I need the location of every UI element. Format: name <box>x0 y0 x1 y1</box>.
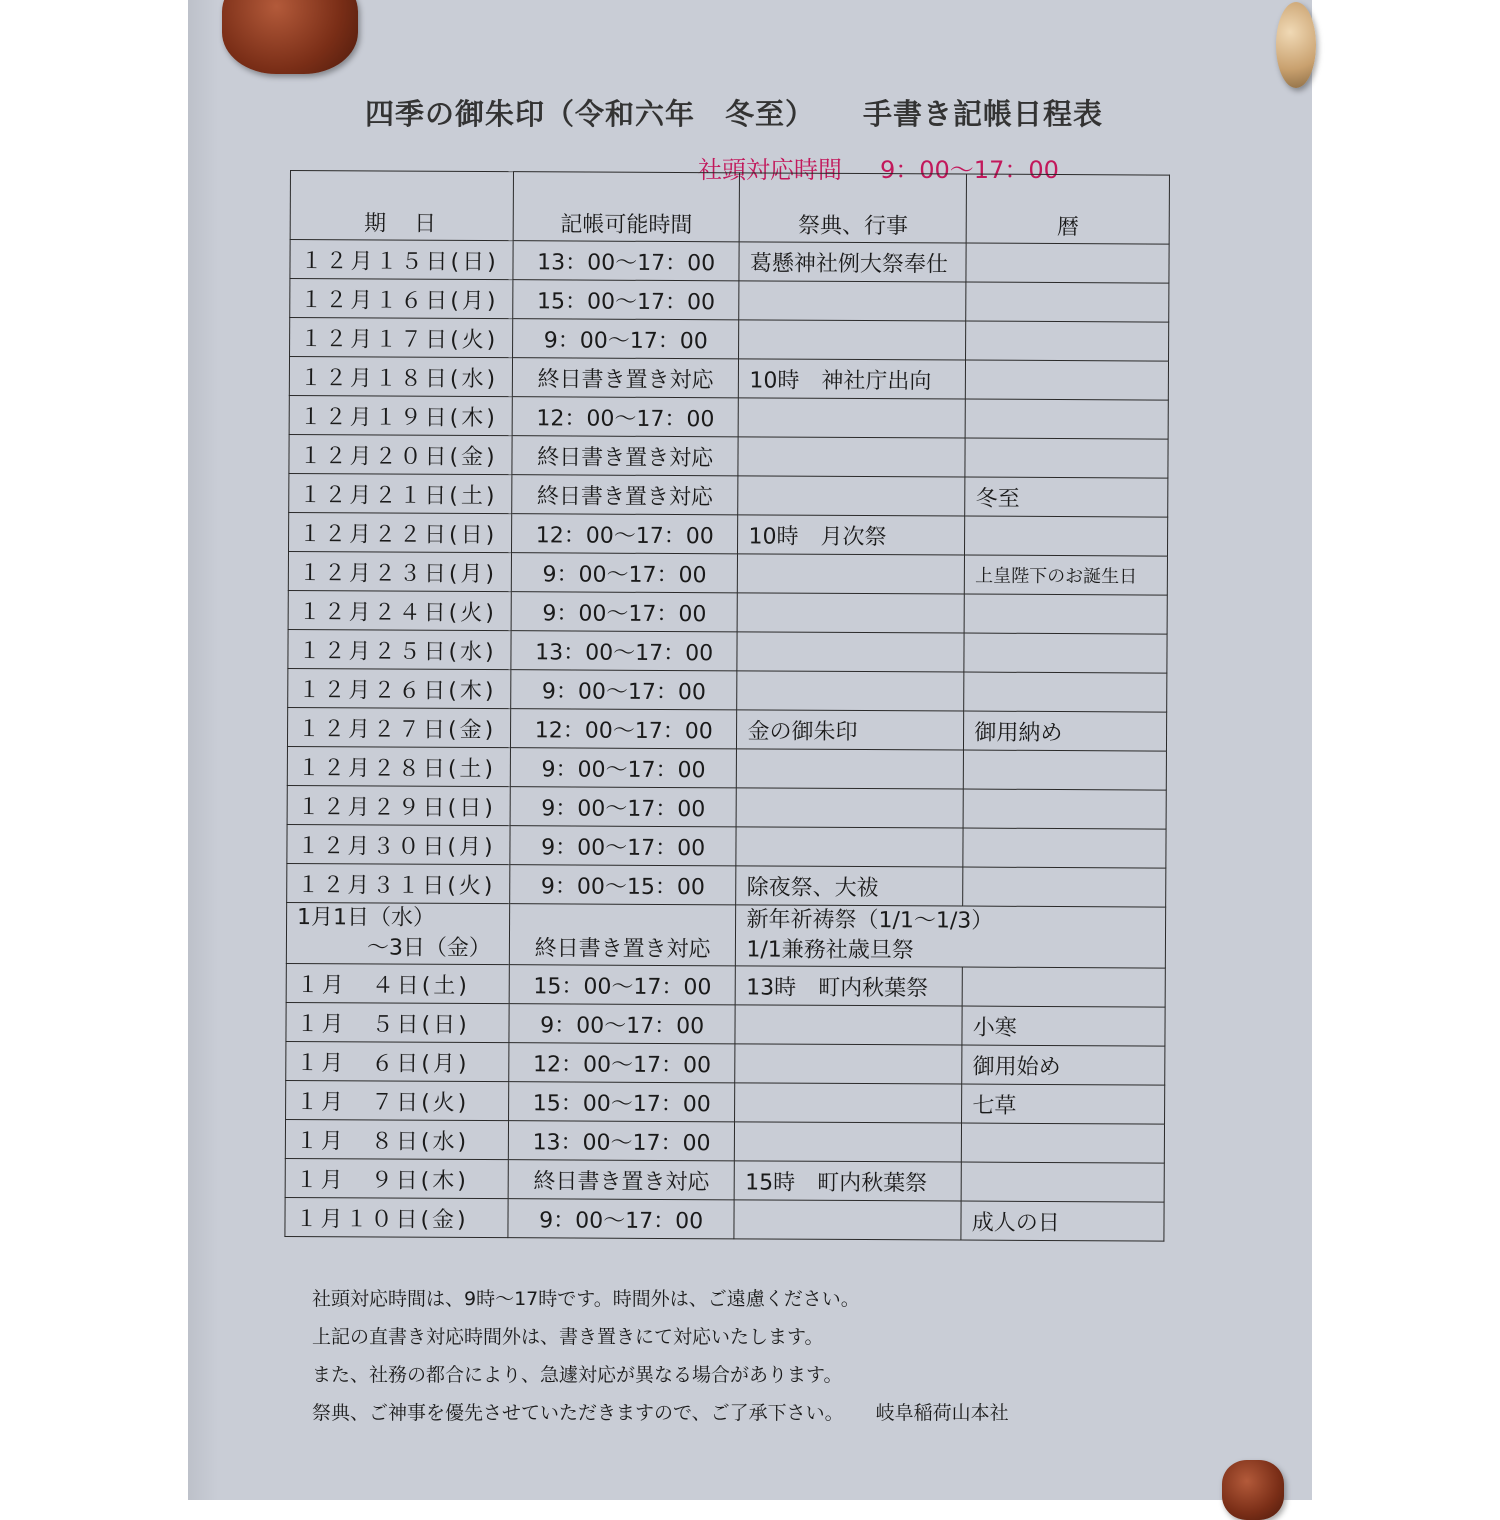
calendar-cell: 七草 <box>962 1084 1165 1124</box>
time-cell: 9：00～17：00 <box>510 826 737 866</box>
shrine-signature: 岐阜稲荷山本社 <box>875 1402 1009 1424</box>
calendar-cell <box>966 321 1169 361</box>
calendar-cell <box>966 243 1169 283</box>
event-line-1: 新年祈祷祭（1/1～1/3） <box>746 907 994 934</box>
table-row <box>286 1002 1165 1046</box>
calendar-cell <box>962 967 1165 1007</box>
table-row <box>289 473 1168 517</box>
date-cell: １２月２４日(火) <box>288 590 511 630</box>
event-cell <box>738 593 965 633</box>
time-cell: 終日書き置き対応 <box>512 358 739 398</box>
header-event: 祭典、行事 <box>740 173 967 243</box>
calendar-cell <box>963 828 1166 868</box>
calendar-cell: 御用納め <box>964 711 1167 751</box>
date-cell: １月 ９日(木) <box>285 1158 508 1198</box>
time-cell: 9：00～17：00 <box>510 748 737 788</box>
calendar-cell <box>963 789 1166 829</box>
event-cell <box>734 1200 961 1240</box>
date-cell: １２月１９日(木) <box>289 395 512 435</box>
note-line-4-text: 祭典、ご神事を優先させていただきますので、ご了承下さい。 <box>312 1402 844 1424</box>
date-cell: １２月１７日(火) <box>290 318 513 358</box>
date-cell: １月 ４日(土) <box>286 963 509 1003</box>
date-cell: １２月１８日(水) <box>289 357 512 397</box>
event-cell <box>739 281 966 321</box>
table-row <box>287 863 1166 907</box>
calendar-cell <box>966 360 1169 400</box>
event-cell <box>738 554 965 594</box>
date-cell: １２月２５日(水) <box>288 629 511 669</box>
date-cell: １２月３０日(月) <box>287 824 510 864</box>
time-cell: 9：00～15：00 <box>510 865 737 905</box>
date-cell: １月 ５日(日) <box>286 1002 509 1042</box>
event-cell <box>737 788 964 828</box>
date-cell: １２月２１日(土) <box>289 473 512 513</box>
schedule-rows-newyear <box>286 902 1165 968</box>
date-cell: １２月２８日(土) <box>287 746 510 786</box>
date-cell: １２月２６日(木) <box>288 668 511 708</box>
header-date: 期 日 <box>290 171 513 241</box>
title-main: 四季の御朱印（令和六年 冬至） <box>365 97 816 131</box>
calendar-cell <box>961 1162 1164 1202</box>
date-cell: １２月２９日(日) <box>287 785 510 825</box>
table-row <box>285 1119 1164 1163</box>
date-cell: １２月２０日(金) <box>289 434 512 474</box>
time-cell: 9：00～17：00 <box>511 670 738 710</box>
page-title <box>365 92 1103 133</box>
date-cell: １月１０日(金) <box>285 1197 508 1237</box>
calendar-cell <box>965 516 1168 556</box>
event-cell <box>735 1044 962 1084</box>
event-cell <box>739 398 966 438</box>
event-cell <box>736 827 963 867</box>
date-cell: １２月２２日(日) <box>289 512 512 552</box>
calendar-cell: 成人の日 <box>961 1201 1164 1241</box>
event-cell: 葛懸神社例大祭奉仕 <box>739 242 966 282</box>
date-cell <box>286 902 509 964</box>
table-row <box>287 785 1166 829</box>
notes <box>312 1280 1009 1432</box>
table-row <box>287 824 1166 868</box>
date-cell: １月 ８日(水) <box>285 1119 508 1159</box>
magnet-bottom-right <box>1222 1460 1284 1520</box>
date-line-1: 1月1日（水） <box>297 905 436 931</box>
time-cell: 12：00～17：00 <box>509 1043 736 1083</box>
paper-shadow <box>188 0 218 1500</box>
pin-top-right <box>1276 2 1316 88</box>
event-cell: 10時 神社庁出向 <box>739 359 966 399</box>
service-hours-value: 9：00～17：00 <box>880 156 1059 184</box>
table-row <box>287 746 1166 790</box>
time-cell: 12：00～17：00 <box>511 514 738 554</box>
event-cell: 15時 町内秋葉祭 <box>735 1161 962 1201</box>
note-line-2: 上記の直書き対応時間外は、書き置きにて対応いたします。 <box>312 1326 824 1348</box>
table-row <box>289 434 1168 478</box>
event-cell <box>737 671 964 711</box>
schedule-rows-december <box>287 240 1169 908</box>
calendar-cell <box>966 282 1169 322</box>
calendar-cell <box>963 867 1166 907</box>
event-cell <box>735 1005 962 1045</box>
title-sub: 手書き記帳日程表 <box>863 97 1104 131</box>
time-cell: 12：00～17：00 <box>512 397 739 437</box>
magnet-top-left <box>222 0 358 74</box>
time-cell: 13：00～17：00 <box>511 631 738 671</box>
table-row <box>288 668 1167 712</box>
date-cell: １２月１６日(月) <box>290 279 513 319</box>
table-row <box>290 240 1169 284</box>
calendar-cell <box>962 1123 1165 1163</box>
table-row <box>288 629 1167 673</box>
event-cell: 13時 町内秋葉祭 <box>736 966 963 1006</box>
table-row <box>290 279 1169 323</box>
event-cell: 10時 月次祭 <box>738 515 965 555</box>
time-cell: 9：00～17：00 <box>511 592 738 632</box>
time-cell: 終日書き置き対応 <box>512 475 739 515</box>
time-cell: 13：00～17：00 <box>513 241 740 281</box>
event-cell: 金の御朱印 <box>737 710 964 750</box>
time-cell: 終日書き置き対応 <box>512 436 739 476</box>
time-cell: 13：00～17：00 <box>508 1121 735 1161</box>
calendar-cell <box>964 672 1167 712</box>
event-cell <box>737 749 964 789</box>
date-cell: １月 ７日(火) <box>286 1080 509 1120</box>
date-cell: １２月２７日(金) <box>287 707 510 747</box>
table-row <box>286 1080 1165 1124</box>
table-row <box>288 590 1167 634</box>
table-row <box>289 357 1168 401</box>
time-cell: 9：00～17：00 <box>510 787 737 827</box>
calendar-cell <box>965 399 1168 439</box>
calendar-cell <box>964 750 1167 790</box>
table-row <box>288 551 1167 595</box>
calendar-cell: 小寒 <box>962 1006 1165 1046</box>
service-hours-label: 社頭対応時間 <box>698 156 842 184</box>
time-cell: 9：00～17：00 <box>512 319 739 359</box>
table-row <box>286 963 1165 1007</box>
date-cell: １月 ６日(月) <box>286 1041 509 1081</box>
event-cell <box>739 320 966 360</box>
event-cell <box>735 1083 962 1123</box>
time-cell: 15：00～17：00 <box>509 965 736 1005</box>
event-cell: 除夜祭、大祓 <box>736 866 963 906</box>
table-row-newyear <box>286 902 1165 968</box>
calendar-cell: 御用始め <box>962 1045 1165 1085</box>
table-row <box>285 1158 1164 1202</box>
event-cell <box>736 905 1166 968</box>
note-line-4 <box>312 1394 1009 1432</box>
time-cell: 終日書き置き対応 <box>508 1160 735 1200</box>
time-cell: 終日書き置き対応 <box>509 904 736 966</box>
calendar-cell: 上皇陛下のお誕生日 <box>965 555 1168 595</box>
event-cell <box>735 1122 962 1162</box>
table-row <box>287 707 1166 751</box>
note-line-3: また、社務の都合により、急遽対応が異なる場合があります。 <box>312 1364 843 1386</box>
calendar-cell <box>964 633 1167 673</box>
date-line-2: ～3日（金） <box>366 935 491 962</box>
schedule-table <box>284 170 1170 1242</box>
time-cell: 9：00～17：00 <box>509 1004 736 1044</box>
event-cell <box>738 476 965 516</box>
calendar-cell: 冬至 <box>965 477 1168 517</box>
time-cell: 12：00～17：00 <box>510 709 737 749</box>
table-row <box>290 318 1169 362</box>
event-line-2: 1/1兼務社歳旦祭 <box>746 937 914 964</box>
time-cell: 9：00～17：00 <box>508 1199 735 1239</box>
time-cell: 15：00～17：00 <box>513 280 740 320</box>
time-cell: 9：00～17：00 <box>511 553 738 593</box>
table-row <box>289 512 1168 556</box>
schedule-rows-january <box>285 963 1165 1241</box>
date-cell: １２月３１日(火) <box>287 863 510 903</box>
event-cell <box>737 632 964 672</box>
table-row <box>285 1197 1164 1241</box>
note-line-1: 社頭対応時間は、9時～17時です。時間外は、ご遠慮ください。 <box>312 1288 860 1310</box>
table-row <box>289 395 1168 439</box>
header-time: 記帳可能時間 <box>513 172 740 242</box>
header-calendar: 暦 <box>966 174 1169 244</box>
table-row <box>286 1041 1165 1085</box>
date-cell: １２月２３日(月) <box>288 551 511 591</box>
time-cell: 15：00～17：00 <box>508 1082 735 1122</box>
event-cell <box>738 437 965 477</box>
calendar-cell <box>965 438 1168 478</box>
calendar-cell <box>964 594 1167 634</box>
date-cell: １２月１５日(日) <box>290 240 513 280</box>
table-header-row <box>290 171 1169 245</box>
